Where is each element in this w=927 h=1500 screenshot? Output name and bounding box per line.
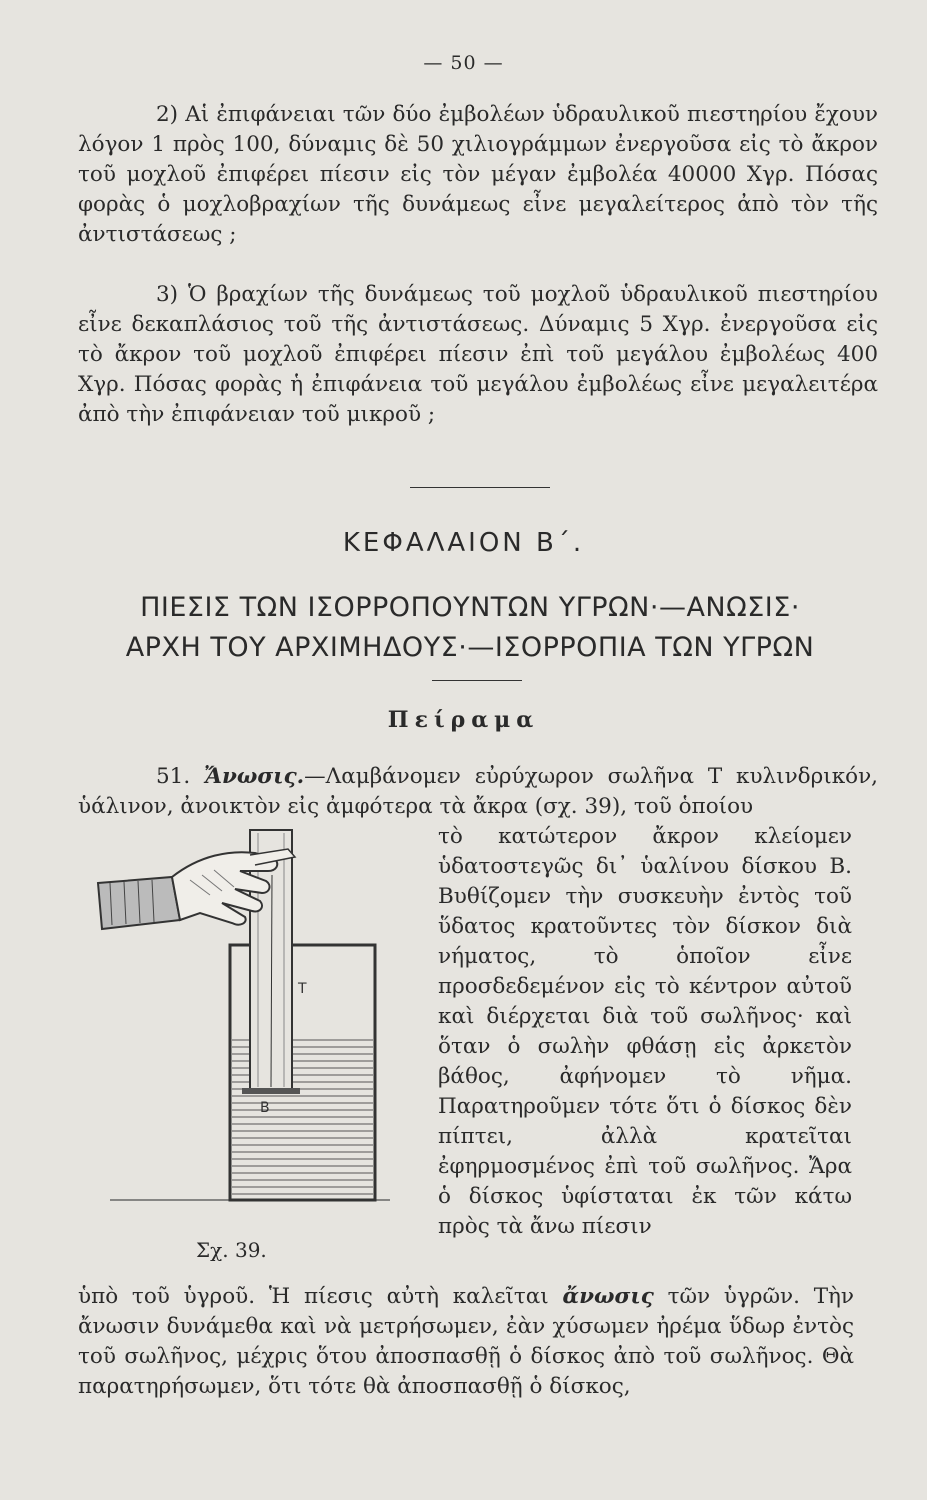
chapter-title-line-1: ΠΙΕΣΙΣ ΤΩΝ ΙΣΟΡΡΟΠΟΥΝΤΩΝ ΥΓΡΩΝ·—ΑΝΩΣΙΣ· [140, 592, 800, 623]
section-divider [410, 487, 550, 488]
experiment-heading: Πείραμα [387, 707, 540, 733]
page-number: — 50 — [423, 52, 504, 74]
section-51-continuation: ὑπὸ τοῦ ὑγροῦ. Ἡ πίεσις αὐτὴ καλεῖται ἄνωσις τῶν ὑγρῶν. Τὴν ἄνωσιν δυνάμεθα καὶ νὰ μετρήσωμεν, ἐὰν χύσωμεν ἠρέμα ὕδωρ ἐντὸς τοῦ σωλῆνος, μέχρις ὅτου ἀποσπασθῇ ὁ δίσκος ἀπὸ τοῦ σωλῆνος. Θὰ παρατηρήσωμεν, ὅτι τότε θὰ ἀποσπασθῇ ὁ δίσκος, [78, 1284, 854, 1399]
section-term: Ἄνωσις. [204, 764, 305, 789]
figure-39 [90, 825, 435, 1265]
problem-2: 2) Αἱ ἐπιφάνειαι τῶν δύο ἐμβολέων ὑδραυλικοῦ πιεστηρίου ἔχουν λόγον 1 πρὸς 100, δύναμις δὲ 50 χιλιογράμμων ἐνεργοῦσα εἰς τὸ ἄκρον τοῦ μοχλοῦ ἐπιφέρει πίεσιν εἰς τὸν μέγαν ἐμβολέα 40000 Χγρ. Πόσας φορὰς ὁ μοχλοβραχίων τῆς δυνάμεως εἶνε μεγαλείτερος ἀπὸ τὸν τῆς ἀντιστάσεως ; [78, 102, 878, 247]
section-51-side-text: τὸ κατώτερον ἄκρον κλείομεν ὑδατοστεγῶς δι᾽ ὑαλίνου δίσκου Β. Βυθίζομεν τὴν συσκευὴν ἐντὸς τοῦ ὕδατος κρατοῦντες τὸν δίσκον διὰ νήματος, τὸ ὁποῖον εἶνε προσδεδεμένον εἰς τὸ κέντρον αὐτοῦ καὶ διέρχεται διὰ τοῦ σωλῆνος· καὶ ὅταν ὁ σωλὴν φθάσῃ εἰς ἀρκετὸν βάθος, ἀφήνομεν τὸ νῆμα. Παρατηροῦμεν τότε ὅτι ὁ δίσκος δὲν πίπτει, ἀλλὰ κρατεῖται ἐφηρμοσμένος ἐπὶ τοῦ σωλῆνος. Ἄρα ὁ δίσκος ὑφίσταται ἐκ τῶν κάτω πρὸς τὰ ἄνω πίεσιν [438, 824, 852, 1239]
tube-experiment-illustration [90, 825, 435, 1265]
term-anosis: ἄνωσις [562, 1284, 654, 1309]
section-number: 51. [156, 764, 191, 789]
chapter-heading: ΚΕΦΑΛΑΙΟΝ Β΄. [342, 528, 585, 558]
title-divider [432, 680, 522, 681]
tube-label: Τ [298, 981, 307, 997]
chapter-title-line-2: ΑΡΧΗ ΤΟΥ ΑΡΧΙΜΗΔΟΥΣ·—ΙΣΟΡΡΟΠΙΑ ΤΩΝ ΥΓΡΩΝ [125, 632, 815, 663]
figure-caption: Σχ. 39. [196, 1238, 267, 1262]
disc-label: Β [260, 1100, 270, 1116]
problem-3: 3) Ὁ βραχίων τῆς δυνάμεως τοῦ μοχλοῦ ὑδραυλικοῦ πιεστηρίου εἶνε δεκαπλάσιος τοῦ τῆς ἀντιστάσεως. Δύναμις 5 Χγρ. ἐνεργοῦσα εἰς τὸ ἄκρον τοῦ μοχλοῦ ἐπιφέρει πίεσιν ἐπὶ τοῦ μεγάλου ἐμβολέως 400 Χγρ. Πόσας φορὰς ἡ ἐπιφάνεια τοῦ μεγάλου ἐμβολέως εἶνε μεγαλειτέρα ἀπὸ τὴν ἐπιφάνειαν τοῦ μικροῦ ; [78, 282, 878, 427]
section-51-intro: 51. Ἄνωσις.—Λαμβάνομεν εὐρύχωρον σωλῆνα Τ κυλινδρικόν, ὑάλινον, ἀνοικτὸν εἰς ἀμφότερα τὰ ἄκρα (σχ. 39), τοῦ ὁποίου [78, 764, 878, 819]
